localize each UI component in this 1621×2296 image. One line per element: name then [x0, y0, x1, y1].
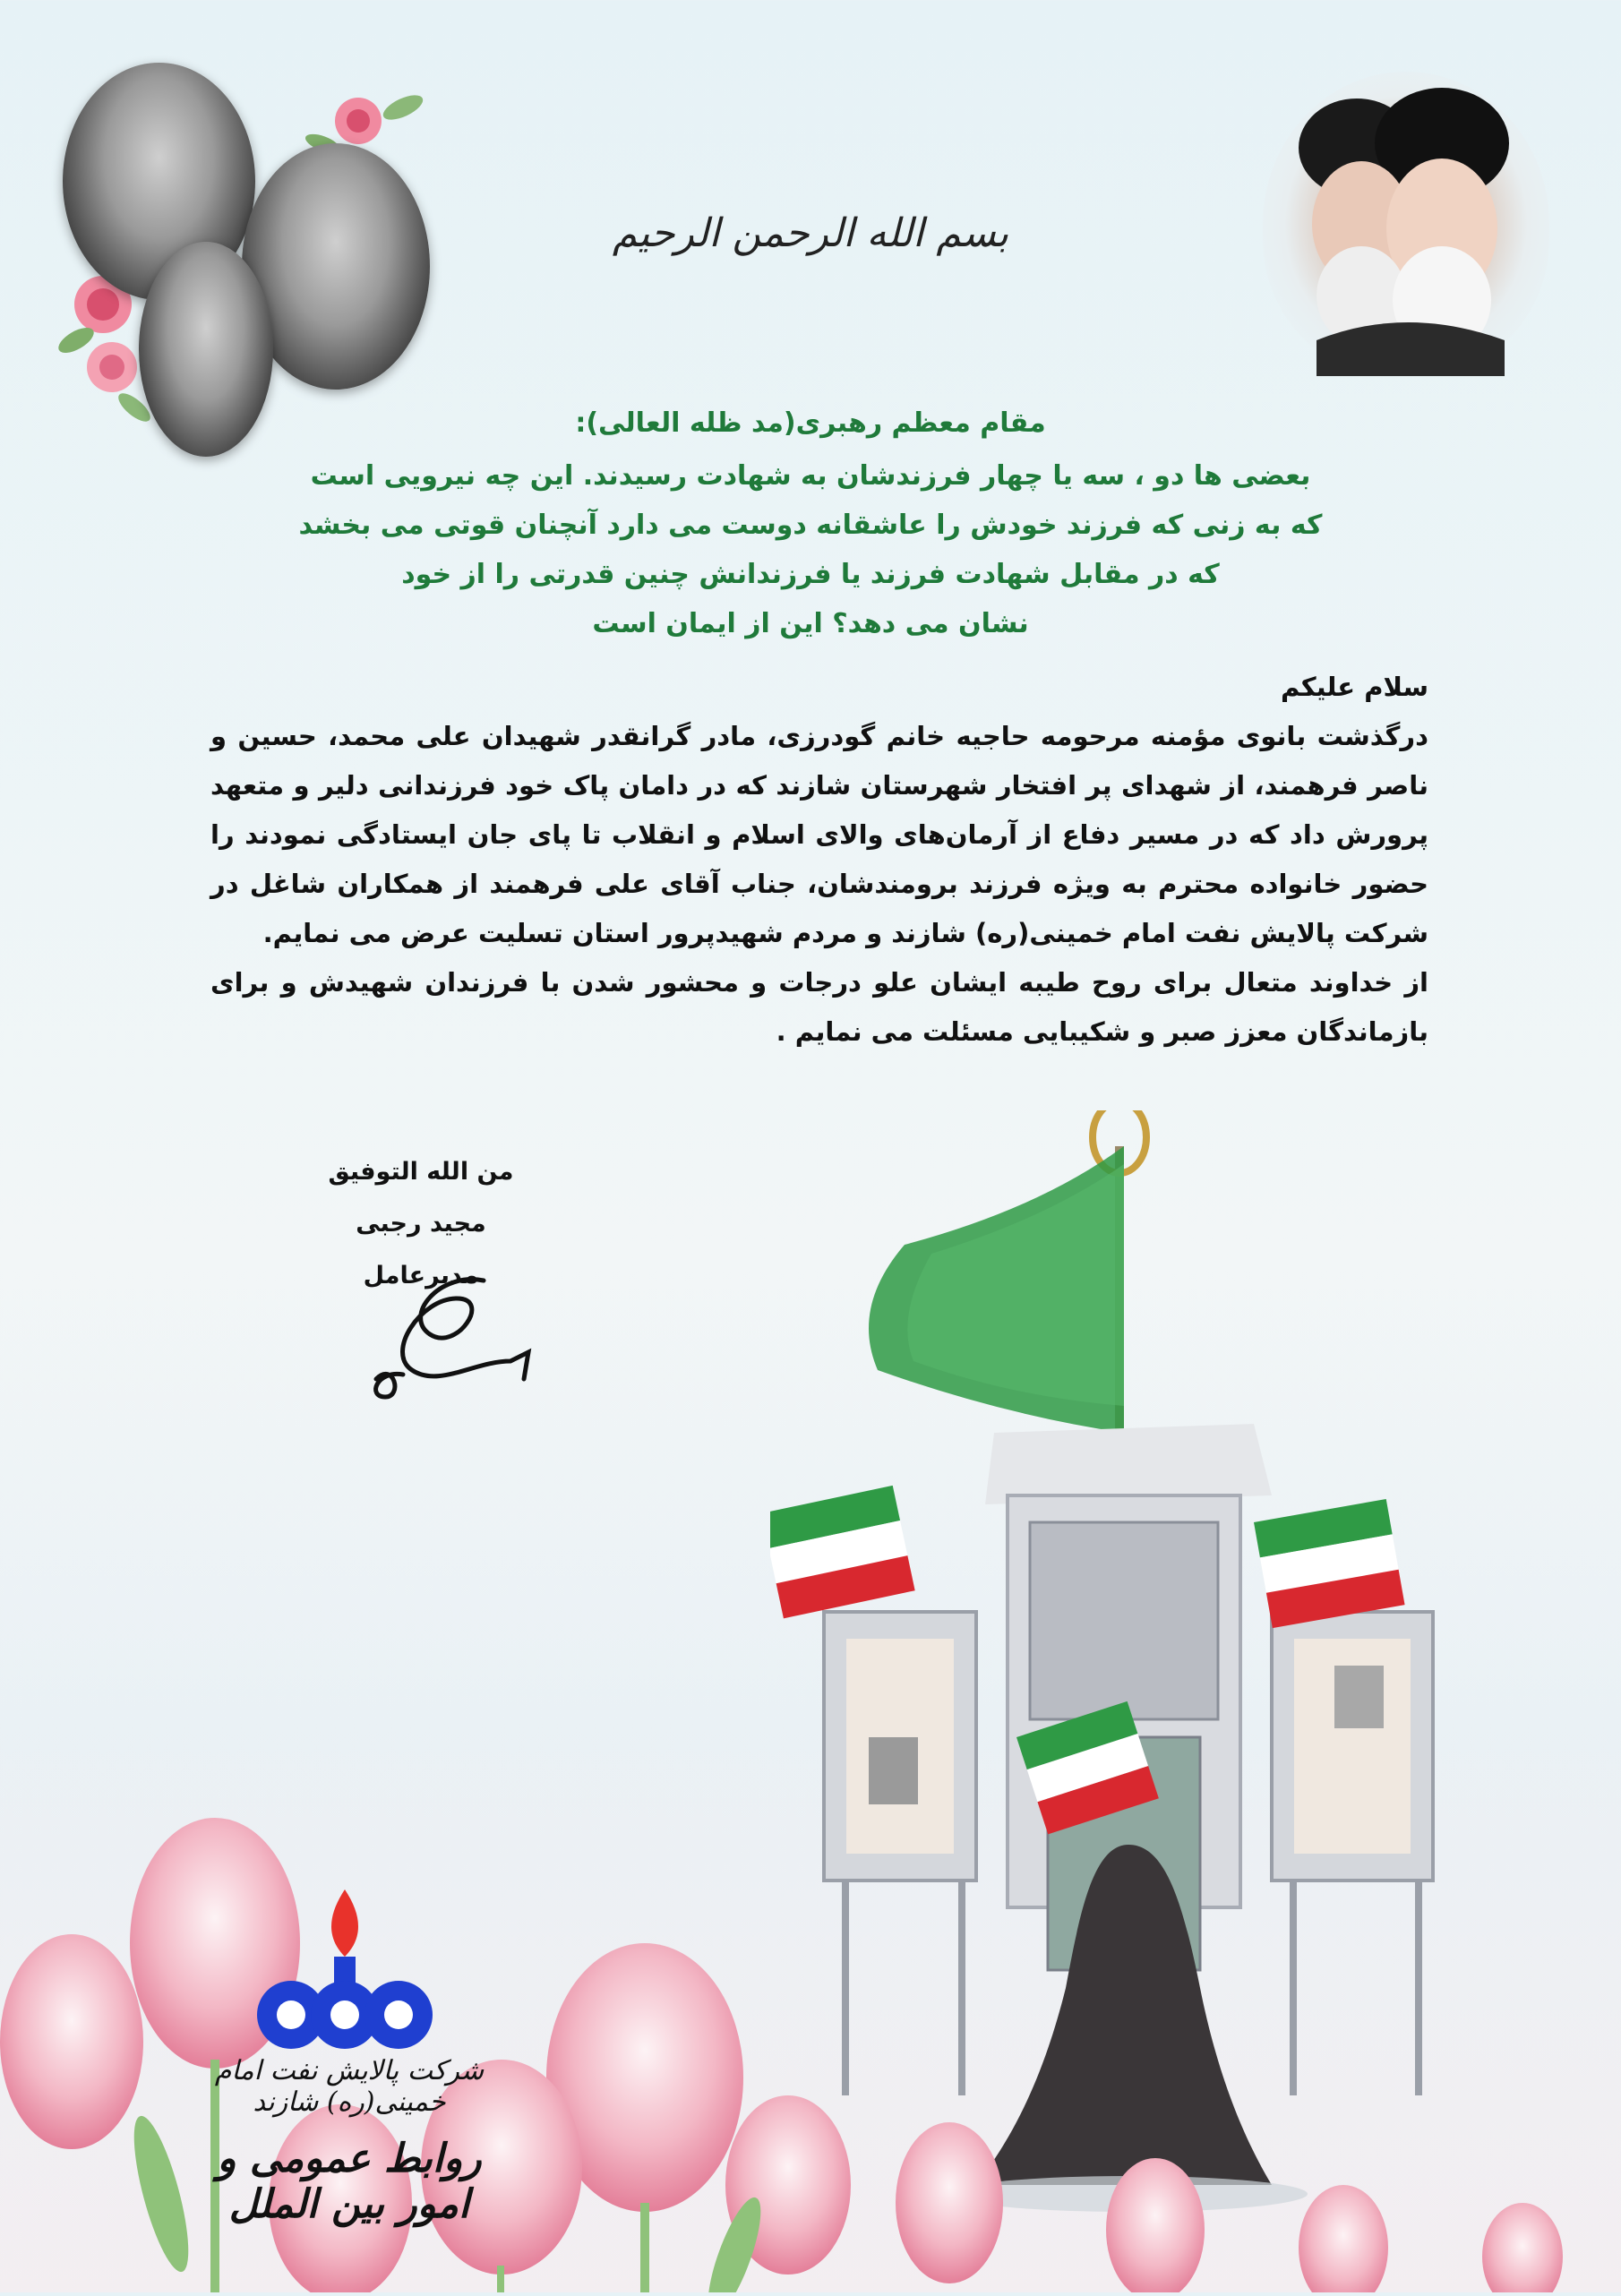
quote-line: بعضی ها دو ، سه یا چهار فرزندشان به شهادت رسیدند. این چه نیرویی است — [310, 460, 1311, 492]
quote-line: که در مقابل شهادت فرزند یا فرزندانش چنین قدرتی را از خود — [401, 559, 1220, 590]
company-logo — [242, 1880, 448, 2060]
greeting: سلام علیکم — [1281, 672, 1428, 702]
prayer-paragraph: از خداوند متعال برای روح طیبه ایشان علو درجات و محشور شدن با فرزندان شهیدش و برای بازماندگان معزز صبر و شکیبایی مسئلت می نمایم . — [210, 967, 1428, 1047]
quote-line: نشان می دهد؟ این از ایمان است — [592, 608, 1029, 639]
leader-quote — [296, 398, 1325, 648]
handwritten-signature — [349, 1263, 537, 1415]
department-name: روابط عمومی و امور بین الملل — [217, 2136, 482, 2227]
signer-title: مدیرعامل — [363, 1262, 479, 1289]
condolence-paragraph: درگذشت بانوی مؤمنه مرحومه حاجیه خانم گودرزی، مادر گرانقدر شهیدان علی محمد، حسین و ناصر فرهمند، از شهدای پر افتخار شهرستان شازند که در دامان پاک خود فرزندانی دلیر و متعهد پرورش داد که در مسیر دفاع از آرمان‌های والای اسلام و انقلاب تا پای جان ایستادگی نمودند را حضور خانواده محترم به ویژه فرزند برومندشان، جناب آقای علی فرهمند از همکاران شاغل در شرکت پالایش نفت امام خمینی(ره) شازند و مردم شهیدپرور استان تسلیت عرض می نمایم. — [210, 721, 1428, 948]
signer-name: مجید رجبی — [356, 1210, 486, 1238]
company-name: شرکت پالایش نفت امام خمینی(ره) شازند — [214, 2055, 485, 2118]
closing-text: من الله التوفیق — [328, 1158, 514, 1186]
quote-heading: مقام معظم رهبری(مد ظله العالی): — [575, 407, 1046, 439]
quote-line: که به زنی که فرزند خودش را عاشقانه دوست می دارد آنچنان قوتی می بخشد — [298, 510, 1323, 541]
martyr-photo-3 — [139, 242, 273, 457]
condolence-body — [210, 663, 1428, 1057]
bismillah-heading: بسم الله الرحمن الرحیم — [612, 210, 1009, 256]
